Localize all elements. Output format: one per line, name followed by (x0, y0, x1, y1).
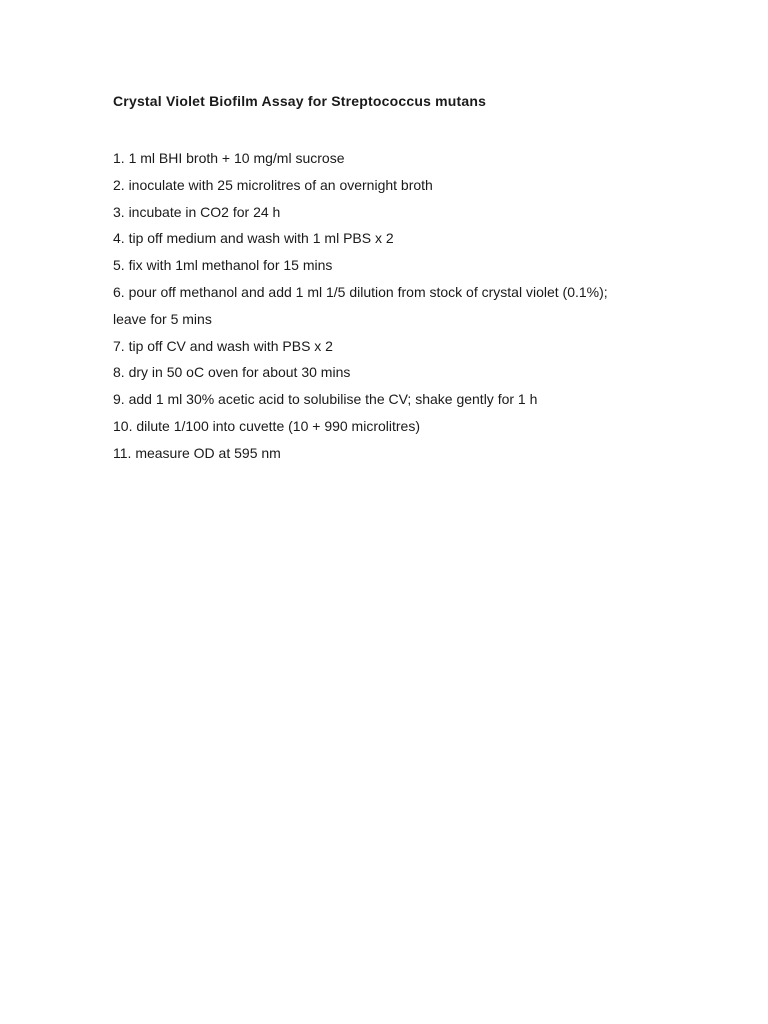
protocol-step: 3. incubate in CO2 for 24 h (113, 203, 281, 220)
protocol-step: 9. add 1 ml 30% acetic acid to solubilise the CV; shake gently for 1 h (113, 391, 538, 408)
protocol-step: 4. tip off medium and wash with 1 ml PBS x 2 (113, 230, 394, 247)
protocol-step-continuation: leave for 5 mins (113, 310, 212, 327)
document-title: Crystal Violet Biofilm Assay for Streptococcus mutans (113, 93, 487, 109)
protocol-step: 7. tip off CV and wash with PBS x 2 (113, 337, 333, 354)
protocol-step: 6. pour off methanol and add 1 ml 1/5 dilution from stock of crystal violet (0.1%); (113, 283, 608, 300)
protocol-steps-list (113, 145, 673, 467)
protocol-step: 11. measure OD at 595 nm (113, 444, 281, 461)
protocol-step: 1. 1 ml BHI broth + 10 mg/ml sucrose (113, 150, 345, 166)
protocol-step: 5. fix with 1ml methanol for 15 mins (113, 257, 333, 274)
protocol-step: 2. inoculate with 25 microlitres of an overnight broth (113, 176, 433, 193)
protocol-step: 8. dry in 50 oC oven for about 30 mins (113, 364, 351, 381)
protocol-step: 10. dilute 1/100 into cuvette (10 + 990 microlitres) (113, 417, 421, 434)
